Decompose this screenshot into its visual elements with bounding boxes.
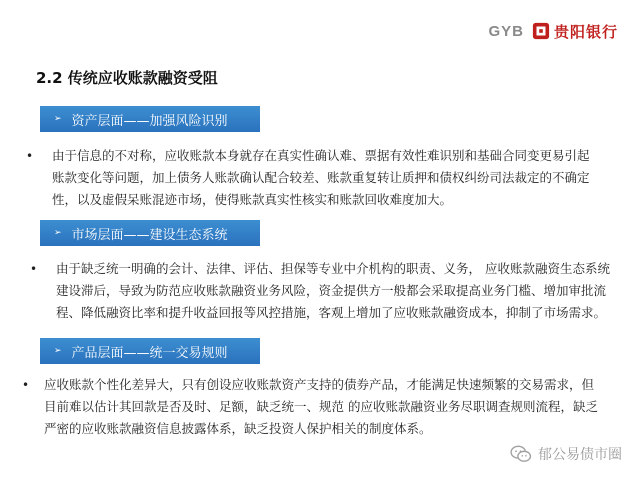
section-header-market: [40, 220, 260, 246]
watermark: [510, 444, 622, 464]
paragraph-line: 建设滞后，导致为防范应收账款融资业务风险，资金提供方一般都会采取提高业务门槛、增加审批流: [56, 283, 607, 298]
chevron-right-icon: ➢: [54, 228, 62, 238]
section-paragraph-product: [22, 374, 612, 440]
bullet-icon: •: [26, 149, 34, 163]
paragraph-line: 由于缺乏统一明确的会计、法律、评估、担保等专业中介机构的职责、义务， 应收账款融资生态系统: [56, 261, 610, 276]
paragraph-line: 目前难以估计其回款是否及时、足额，缺乏统一、规范 的应收账款融资业务尽职调查规则流程，缺乏: [44, 399, 598, 414]
section-header-asset: [40, 106, 260, 132]
section-paragraph-market: [26, 258, 616, 324]
section-header-label: 市场层面——建设生态系统: [71, 227, 228, 243]
section-header-label: 资产层面——加强风险识别: [71, 113, 228, 129]
paragraph-line: 程、降低融资比率和提升收益回报等风控措施，客观上增加了应收账款融资成本，抑制了市场需求。: [56, 305, 607, 320]
wechat-icon: [510, 445, 532, 463]
chevron-right-icon: ➢: [54, 346, 62, 356]
brand-header: [488, 20, 618, 42]
paragraph-line: 账款变化等问题，加上债务人账款确认配合较差、账款重复转让质押和债权纠纷司法裁定的不确定: [52, 170, 590, 185]
paragraph-line: 性，以及虚假呆账混迹市场，使得账款真实性核实和账款回收难度加大。: [52, 192, 453, 207]
paragraph-line: 应收账款个性化差异大，只有创设应收账款资产支持的债券产品，才能满足快速频繁的交易需求，但: [44, 377, 595, 392]
brand-code: GYB: [488, 22, 524, 40]
paragraph-line: 严密的应收账款融资信息披露体系，缺乏投资人保护相关的制度体系。: [44, 421, 432, 436]
page-title: 2.2 传统应收账款融资受阻: [36, 69, 218, 87]
bullet-icon: •: [30, 262, 38, 276]
paragraph-line: 由于信息的不对称，应收账款本身就存在真实性确认难、票据有效性难识别和基础合同变更易引起: [52, 148, 590, 163]
brand-name: 贵阳银行: [553, 22, 618, 41]
bullet-icon: •: [22, 378, 30, 392]
section-header-product: [40, 338, 260, 364]
section-header-label: 产品层面——统一交易规则: [71, 345, 228, 361]
watermark-text: 郁公易债市圈: [538, 447, 622, 463]
section-paragraph-asset: [26, 145, 616, 211]
bank-logo-icon: [532, 22, 550, 40]
chevron-right-icon: ➢: [54, 114, 62, 124]
